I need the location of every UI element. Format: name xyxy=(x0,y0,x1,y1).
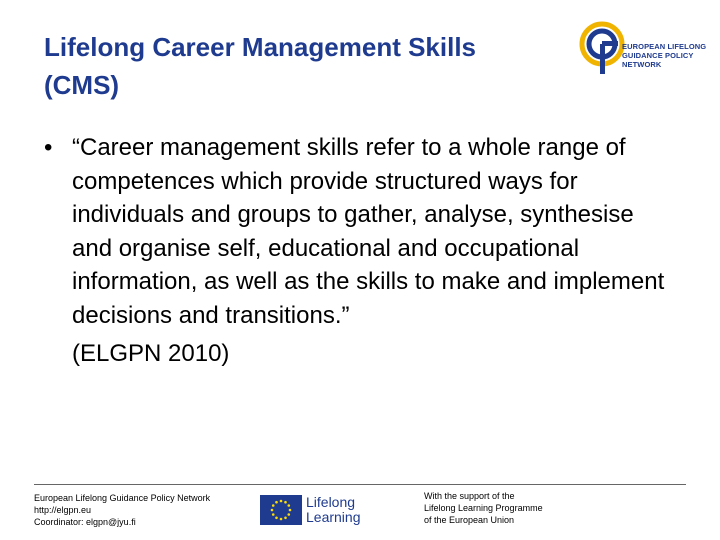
bullet-list xyxy=(44,131,684,370)
eu-star-icon xyxy=(287,504,290,507)
eu-star-icon xyxy=(280,500,283,503)
bullet-marker: • xyxy=(44,134,53,161)
footer-support-line-2: Lifelong Learning Programme xyxy=(424,503,543,513)
footer-support-line-1: With the support of the xyxy=(424,491,515,501)
footer-website-link[interactable]: http://elgpn.eu xyxy=(34,505,92,515)
footer-network-name: European Lifelong Guidance Policy Network xyxy=(34,493,211,503)
footer-coordinator-email[interactable]: Coordinator: elgpn@jyu.fi xyxy=(34,517,136,527)
footer-network-info xyxy=(34,492,254,528)
footer-support-line-3: of the European Union xyxy=(424,515,515,525)
bullet-item xyxy=(44,131,684,333)
eu-star-icon xyxy=(289,509,292,512)
eu-star-icon xyxy=(284,501,287,504)
lifelong-learning-logo xyxy=(306,495,386,525)
eu-star-icon xyxy=(280,518,283,521)
footer-eu-support xyxy=(424,490,604,526)
eu-star-icon xyxy=(272,504,275,507)
eu-flag-icon xyxy=(260,495,302,525)
elgpn-logo-line-2: GUIDANCE POLICY xyxy=(622,51,694,60)
elgpn-logo-text xyxy=(622,42,712,69)
cms-definition-quote: “Career management skills refer to a whole range of competences which provide structured ways for individuals and groups to gather, analyse, synthesise and organise self, educational and occupational information, as well as the skills to make and implement decisions and transitions.” xyxy=(72,134,665,329)
eu-star-icon xyxy=(284,516,287,519)
eu-star-icon xyxy=(275,516,278,519)
elgpn-logo-line-3: NETWORK xyxy=(622,60,662,69)
elgpn-logo-line-1: EUROPEAN LIFELONG xyxy=(622,42,707,51)
eu-star-icon xyxy=(287,513,290,516)
footer-divider xyxy=(34,484,686,485)
citation: (ELGPN 2010) xyxy=(72,339,230,367)
elgpn-logo xyxy=(578,14,708,78)
eu-star-icon xyxy=(275,501,278,504)
slide-title-line-1: Lifelong Career Management Skills xyxy=(44,32,477,62)
lifelong-learning-logo-line-2: Learning xyxy=(306,509,361,525)
lifelong-learning-logo-line-1: Lifelong xyxy=(306,494,356,510)
slide-title xyxy=(44,28,584,104)
eu-star-icon xyxy=(272,513,275,516)
eu-star-icon xyxy=(271,509,274,512)
slide-title-line-2: (CMS) xyxy=(44,70,120,100)
elgpn-emblem-icon xyxy=(578,14,628,78)
